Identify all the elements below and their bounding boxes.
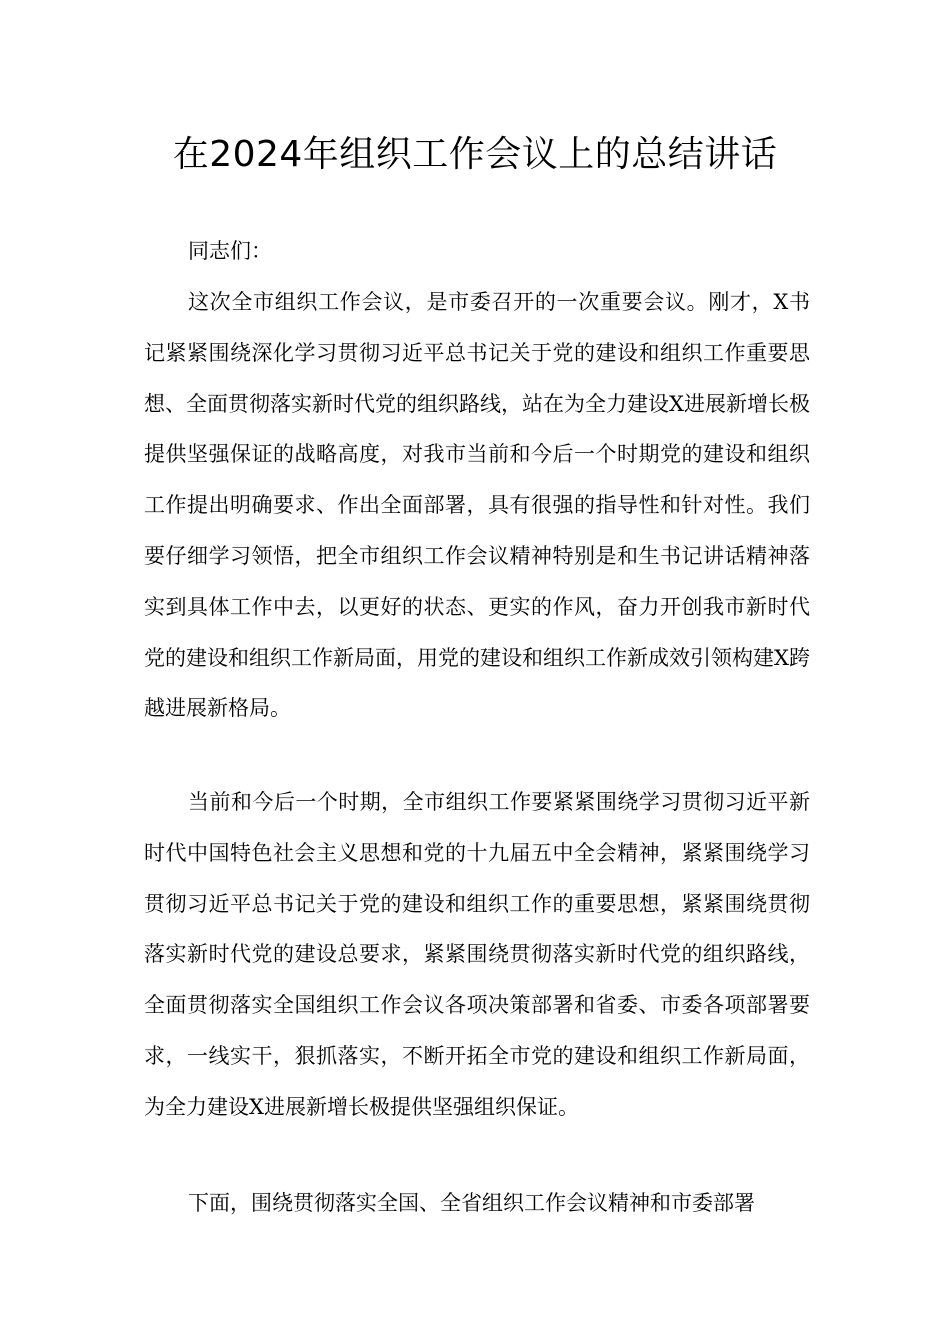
paragraph-3: 下面，围绕贯彻落实全国、全省组织工作会议精神和市委部署 — [188, 1191, 755, 1215]
paragraph-1: 这次全市组织工作会议，是市委召开的一次重要会议。刚才，X书记紧紧围绕深化学习贯彻习近平总书记关于党的建设和组织工作重要思想、全面贯彻落实新时代党的组织路线，站在为全力建设X进展新增长极提供坚强保证的战略高度，对我市当前和今后一个时期党的建设和组织工作提出明确要求、作出全面部署，具有很强的指导性和针对性。我们要仔细学习领悟，把全市组织工作会议精神特别是和生书记讲话精神落实到具体工作中去，以更好的状态、更实的作风，奋力开创我市新时代党的建设和组织工作新局面，用党的建设和组织工作新成效引领构建X跨越进展新格局。 — [144, 290, 810, 721]
paragraph-2: 当前和今后一个时期，全市组织工作要紧紧围绕学习贯彻习近平新时代中国特色社会主义思想和党的十九届五中全会精神，紧紧围绕学习贯彻习近平总书记关于党的建设和组织工作的重要思想，紧紧围绕贯彻落实新时代党的建设总要求，紧紧围绕贯彻落实新时代党的组织路线，全面贯彻落实全国组织工作会议各项决策部署和省委、市委各项部署要求，一线实干，狠抓落实，不断开拓全市党的建设和组织工作新局面，为全力建设X进展新增长极提供坚强组织保证。 — [144, 790, 810, 1119]
salutation: 同志们： — [188, 239, 272, 263]
document-title: 在2024年组织工作会议上的总结讲话 — [172, 134, 778, 175]
